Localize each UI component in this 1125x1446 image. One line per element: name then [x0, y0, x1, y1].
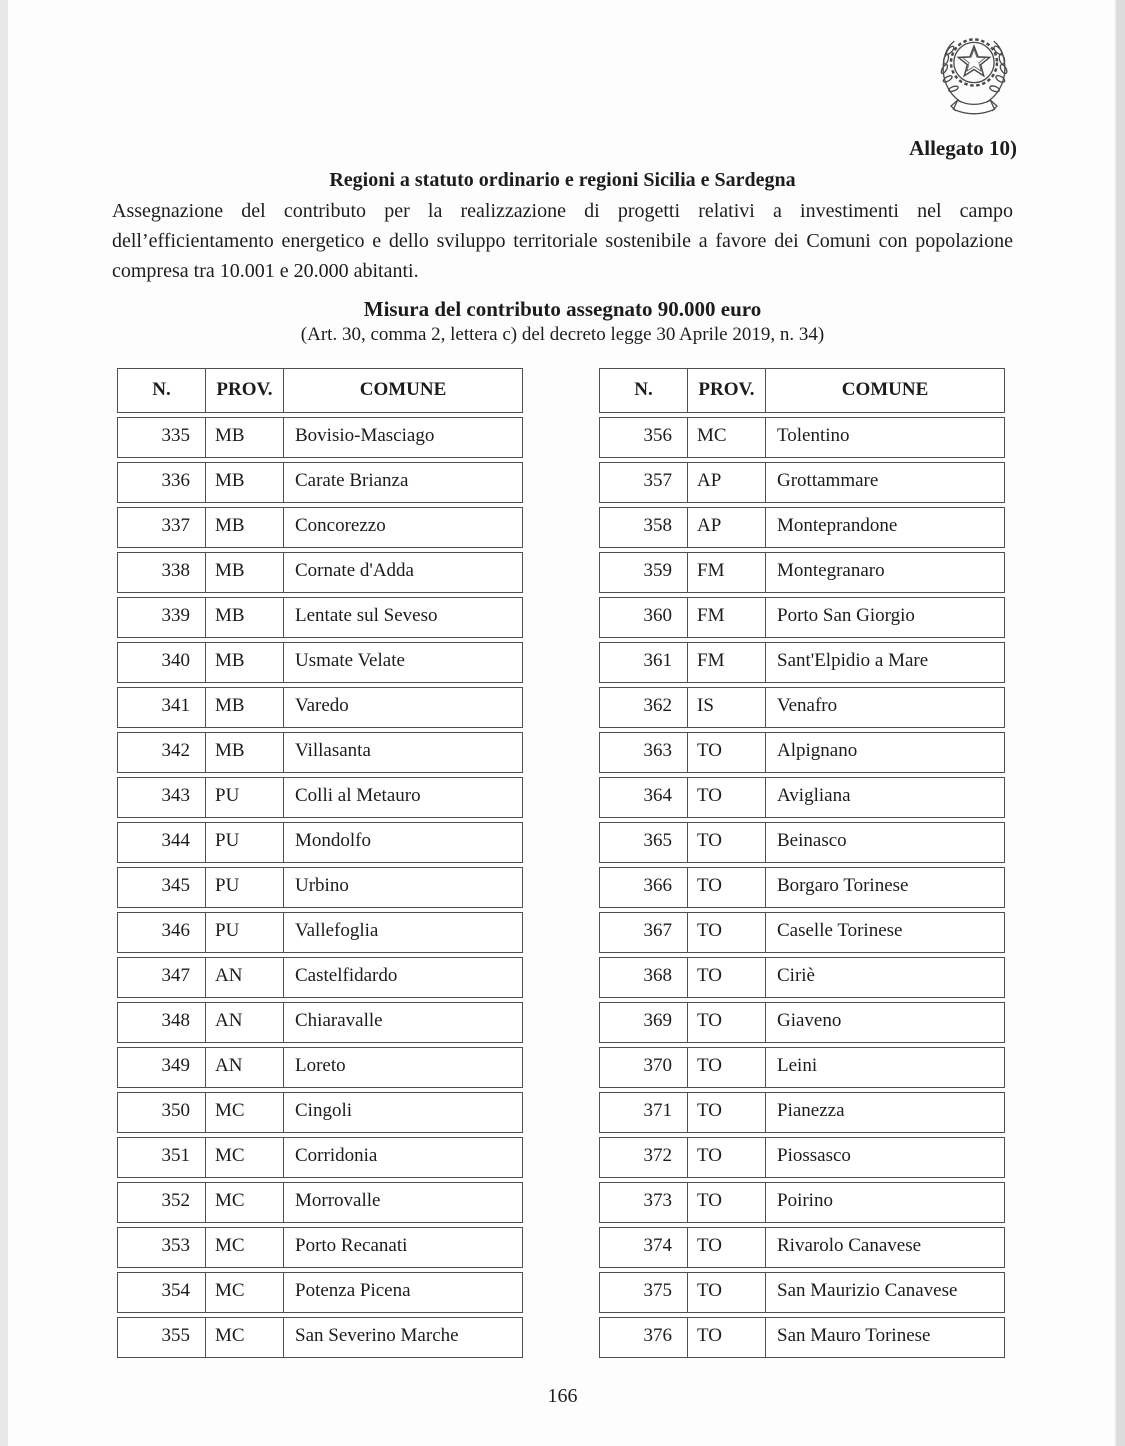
cell-n: 366	[600, 868, 688, 907]
cell-comune: Giaveno	[777, 1010, 842, 1031]
table-row	[117, 732, 523, 773]
table-row	[117, 1272, 523, 1313]
table-row	[599, 957, 1005, 998]
cell-n: 344	[118, 823, 206, 862]
cell-comune: Poirino	[777, 1190, 833, 1211]
cell-n: 368	[600, 958, 688, 997]
cell-comune: Porto San Giorgio	[777, 605, 915, 626]
viewer-left-edge	[0, 0, 8, 1446]
cell-n: 357	[600, 463, 688, 502]
table-header-row	[599, 368, 1005, 413]
cell-n: 375	[600, 1273, 688, 1312]
cell-prov: TO	[688, 778, 766, 817]
cell-n: 358	[600, 508, 688, 547]
cell-prov: MB	[206, 418, 284, 457]
cell-n: 373	[600, 1183, 688, 1222]
cell-comune: Varedo	[295, 695, 349, 716]
cell-n: 369	[600, 1003, 688, 1042]
table-row	[117, 417, 523, 458]
cell-prov: TO	[688, 868, 766, 907]
table-row	[117, 687, 523, 728]
cell-n: 359	[600, 553, 688, 592]
cell-n: 345	[118, 868, 206, 907]
cell-n: 363	[600, 733, 688, 772]
table-row	[599, 1317, 1005, 1358]
cell-comune: Urbino	[295, 875, 349, 896]
cell-prov: MB	[206, 598, 284, 637]
cell-comune: Mondolfo	[295, 830, 371, 851]
cell-comune: Leini	[777, 1055, 818, 1076]
cell-prov: MB	[206, 733, 284, 772]
table-header-row	[117, 368, 523, 413]
page-title: Regioni a statuto ordinario e regioni Sicilia e Sardegna	[329, 169, 796, 191]
cell-comune: Vallefoglia	[295, 920, 379, 941]
cell-prov: FM	[688, 598, 766, 637]
cell-comune: Bovisio-Masciago	[295, 425, 435, 446]
cell-prov: TO	[688, 1093, 766, 1132]
table-row	[599, 417, 1005, 458]
intro-paragraph: Assegnazione del contributo per la realizzazione di progetti relativi a investimenti nel campo dell’efficientamento energetico e dello sviluppo territoriale sostenibile a favore dei Comuni con popolazione compresa tra 10.001 e 20.000 abitanti.	[112, 200, 1013, 282]
table-row	[117, 822, 523, 863]
cell-prov: TO	[688, 1183, 766, 1222]
table-row	[117, 1002, 523, 1043]
page-number: 166	[547, 1385, 578, 1407]
cell-prov: TO	[688, 1048, 766, 1087]
cell-prov: MC	[206, 1093, 284, 1132]
cell-comune: Caselle Torinese	[777, 920, 903, 941]
measure-reference: (Art. 30, comma 2, lettera c) del decreto legge 30 Aprile 2019, n. 34)	[300, 324, 825, 345]
cell-prov: MB	[206, 508, 284, 547]
cell-n: 372	[600, 1138, 688, 1177]
cell-prov: MC	[688, 418, 766, 457]
table-row	[599, 822, 1005, 863]
cell-comune: Alpignano	[777, 740, 858, 761]
cell-n: 339	[118, 598, 206, 637]
cell-n: 341	[118, 688, 206, 727]
header-n: N.	[118, 369, 206, 412]
cell-comune: Morrovalle	[295, 1190, 381, 1211]
cell-prov: PU	[206, 823, 284, 862]
cell-n: 336	[118, 463, 206, 502]
cell-comune: Carate Brianza	[295, 470, 409, 491]
table-row	[117, 957, 523, 998]
cell-n: 371	[600, 1093, 688, 1132]
cell-comune: San Severino Marche	[295, 1325, 459, 1346]
cell-n: 354	[118, 1273, 206, 1312]
cell-prov: TO	[688, 958, 766, 997]
header-prov: PROV.	[206, 369, 284, 412]
header-comune: COMUNE	[841, 379, 929, 400]
cell-prov: PU	[206, 868, 284, 907]
cell-comune: Venafro	[777, 695, 838, 716]
header-prov: PROV.	[688, 369, 766, 412]
cell-prov: FM	[688, 643, 766, 682]
cell-prov: MB	[206, 463, 284, 502]
cell-n: 350	[118, 1093, 206, 1132]
cell-comune: Sant'Elpidio a Mare	[777, 650, 929, 671]
table-row	[599, 1227, 1005, 1268]
cell-comune: Pianezza	[777, 1100, 845, 1121]
cell-comune: Lentate sul Seveso	[295, 605, 438, 626]
table-row	[599, 912, 1005, 953]
cell-comune: Borgaro Torinese	[777, 875, 909, 896]
header-n: N.	[600, 369, 688, 412]
cell-prov: MB	[206, 688, 284, 727]
cell-n: 347	[118, 958, 206, 997]
cell-prov: IS	[688, 688, 766, 727]
cell-prov: FM	[688, 553, 766, 592]
cell-prov: MB	[206, 643, 284, 682]
cell-n: 351	[118, 1138, 206, 1177]
cell-n: 335	[118, 418, 206, 457]
table-row	[117, 1317, 523, 1358]
table-row	[599, 507, 1005, 548]
table-row	[117, 507, 523, 548]
table-row	[599, 1047, 1005, 1088]
table-row	[599, 642, 1005, 683]
cell-comune: Montegranaro	[777, 560, 885, 581]
table-row	[599, 1002, 1005, 1043]
cell-n: 370	[600, 1048, 688, 1087]
cell-prov: TO	[688, 823, 766, 862]
tables-container	[117, 368, 1005, 1362]
cell-n: 365	[600, 823, 688, 862]
cell-prov: AP	[688, 463, 766, 502]
cell-prov: MB	[206, 553, 284, 592]
cell-prov: TO	[688, 1228, 766, 1267]
table-row	[117, 597, 523, 638]
cell-n: 364	[600, 778, 688, 817]
table-row	[117, 1047, 523, 1088]
cell-n: 361	[600, 643, 688, 682]
cell-n: 343	[118, 778, 206, 817]
cell-n: 362	[600, 688, 688, 727]
cell-comune: Porto Recanati	[295, 1235, 408, 1256]
table-row	[117, 912, 523, 953]
cell-comune: Ciriè	[777, 965, 815, 986]
cell-comune: Loreto	[295, 1055, 346, 1076]
table-body-left	[117, 417, 523, 1358]
cell-n: 356	[600, 418, 688, 457]
cell-prov: PU	[206, 913, 284, 952]
cell-n: 346	[118, 913, 206, 952]
table-row	[599, 777, 1005, 818]
cell-prov: TO	[688, 1003, 766, 1042]
cell-comune: Corridonia	[295, 1145, 378, 1166]
cell-n: 337	[118, 508, 206, 547]
table-row	[599, 1272, 1005, 1313]
cell-comune: Cornate d'Adda	[295, 560, 414, 581]
cell-prov: TO	[688, 1273, 766, 1312]
cell-prov: AN	[206, 1048, 284, 1087]
cell-comune: Cingoli	[295, 1100, 353, 1121]
table-row	[599, 687, 1005, 728]
cell-prov: TO	[688, 733, 766, 772]
cell-prov: TO	[688, 1138, 766, 1177]
cell-prov: PU	[206, 778, 284, 817]
cell-comune: Chiaravalle	[295, 1010, 383, 1031]
table-row	[117, 642, 523, 683]
table-row	[117, 1182, 523, 1223]
cell-comune: Monteprandone	[777, 515, 898, 536]
cell-prov: MC	[206, 1228, 284, 1267]
cell-n: 348	[118, 1003, 206, 1042]
table-row	[117, 1137, 523, 1178]
cell-n: 353	[118, 1228, 206, 1267]
cell-n: 367	[600, 913, 688, 952]
cell-comune: Villasanta	[295, 740, 371, 761]
cell-n: 349	[118, 1048, 206, 1087]
cell-comune: Usmate Velate	[295, 650, 405, 671]
table-row	[599, 867, 1005, 908]
table-row	[599, 732, 1005, 773]
table-row	[117, 462, 523, 503]
cell-prov: AP	[688, 508, 766, 547]
cell-comune: Concorezzo	[295, 515, 386, 536]
cell-comune: Beinasco	[777, 830, 847, 851]
cell-comune: Avigliana	[777, 785, 851, 806]
table-row	[599, 1182, 1005, 1223]
cell-comune: San Maurizio Canavese	[777, 1280, 958, 1301]
table-row	[599, 1137, 1005, 1178]
cell-comune: Grottammare	[777, 470, 879, 491]
header-comune: COMUNE	[359, 379, 447, 400]
table-row	[599, 552, 1005, 593]
cell-prov: AN	[206, 1003, 284, 1042]
table-body-right	[599, 417, 1005, 1358]
table-row	[599, 462, 1005, 503]
cell-prov: AN	[206, 958, 284, 997]
table-row	[599, 1092, 1005, 1133]
cell-n: 340	[118, 643, 206, 682]
cell-prov: TO	[688, 913, 766, 952]
table-row	[117, 1092, 523, 1133]
cell-n: 352	[118, 1183, 206, 1222]
table-row	[117, 777, 523, 818]
cell-prov: MC	[206, 1138, 284, 1177]
cell-n: 360	[600, 598, 688, 637]
cell-comune: Colli al Metauro	[295, 785, 421, 806]
measure-title: Misura del contributo assegnato 90.000 euro	[363, 297, 762, 321]
table-row	[117, 552, 523, 593]
cell-n: 374	[600, 1228, 688, 1267]
cell-n: 338	[118, 553, 206, 592]
cell-comune: Potenza Picena	[295, 1280, 411, 1301]
viewer-right-edge-scrollbar[interactable]	[1114, 0, 1125, 1446]
cell-prov: MC	[206, 1318, 284, 1357]
cell-comune: Rivarolo Canavese	[777, 1235, 922, 1256]
table-row	[117, 867, 523, 908]
italian-republic-emblem-icon	[932, 28, 1016, 120]
municipalities-table-right	[599, 368, 1005, 1362]
attachment-label: Allegato 10)	[909, 136, 1017, 160]
cell-prov: MC	[206, 1273, 284, 1312]
municipalities-table-left	[117, 368, 523, 1362]
cell-n: 376	[600, 1318, 688, 1357]
cell-prov: TO	[688, 1318, 766, 1357]
table-row	[599, 597, 1005, 638]
table-row	[117, 1227, 523, 1268]
cell-comune: Castelfidardo	[295, 965, 398, 986]
cell-comune: Tolentino	[777, 425, 850, 446]
cell-comune: Piossasco	[777, 1145, 851, 1166]
cell-n: 355	[118, 1318, 206, 1357]
cell-n: 342	[118, 733, 206, 772]
cell-comune: San Mauro Torinese	[777, 1325, 931, 1346]
cell-prov: MC	[206, 1183, 284, 1222]
